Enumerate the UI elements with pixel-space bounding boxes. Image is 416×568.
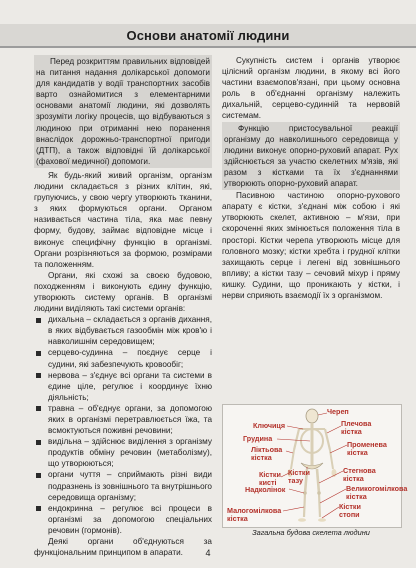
organism-paragraph: Сукупність систем і органів утворює цілісний організм людини, в якому всі його частини взаємопов'язані, при цьому основна роль в об'єднанні організму належить дихальній, серцево-судинній та нервовій системам. (222, 56, 400, 121)
label-nadkolinok: Надколінок (245, 485, 286, 494)
label-velykohomilkova: Великогомілкова кістка (346, 484, 408, 501)
label-cherep: Череп (327, 407, 349, 416)
label-stehnova: Стегнова кістка (343, 466, 376, 483)
list-item: видільна – здійснює виділення з організму продуктів обміну речовин (метаболізму), що утворюються; (34, 436, 212, 469)
function-paragraph: Функцію пристосувальної реакції організму до навколишнього середовища у людини виконує опорно-руховий апарат. Рух здійснюється за участю скелетних м'язів, які разом з кістками та їх з'єднаннями утворюють опорно-руховий апарат. (222, 122, 400, 191)
systems-list (34, 314, 212, 536)
label-liktova: Ліктьова кістка (251, 445, 283, 462)
label-malohomilkova: Малогомілкова кістка (227, 506, 282, 523)
label-kistky-tazu: Кістки тазу (288, 468, 310, 485)
label-hrudyna: Грудина (243, 434, 273, 443)
list-item: дихальна – складається з органів дихання, в яких відбувається газообмін між кров'ю і навколишнім середовищем; (34, 314, 212, 347)
list-item: нервова – з'єднує всі органи та системи в єдине ціле, регулює і координує їхню діяльність; (34, 370, 212, 403)
page-number: 4 (205, 548, 211, 558)
skeleton-paragraph: Пасивною частиною опорно-рухового апарату є кістки, з'єднані між собою і які утворюють скелет, активною – м'язи, при скороченні яких змінюється положення тіла в просторі. Кістки черепа утворюють місце для головного мозку; кістки хребта і грудної клітки захищають серце і легені від зовнішнього впливу; а кістки тазу – сечовий міхур і пряму кишку. Судини, що проникають у кістки, і нерви сприяють взаємодії їх з організмом. (222, 191, 400, 300)
list-item: органи чуття – сприймають різні види подразнень із зовнішнього та внутрішнього середовища організму; (34, 469, 212, 502)
label-kistky-stopy: Кістки стопи (339, 502, 361, 519)
figure-caption: Загальна будова скелета людини (252, 528, 370, 537)
apparatus-paragraph: Деякі органи об'єднуються за функціональним принципом в апарати. (34, 537, 212, 558)
list-item: травна – об'єднує органи, за допомогою яких в організмі перетравлюється їжа, та всмоктуються поживні речовини; (34, 403, 212, 436)
page-title: Основи анатомії людини (126, 28, 290, 43)
label-kliuchytsia: Ключиця (253, 421, 286, 430)
left-column (34, 55, 212, 558)
label-plechova: Плечова кістка (341, 419, 372, 436)
systems-paragraph: Органи, які схожі за своєю будовою, походженням і виконують єдину функцію, утворюють систему органів. В організмі людини виділяють такі системи органів: (34, 270, 212, 314)
label-promeneva: Променева кістка (347, 440, 387, 457)
list-item: серцево-судинна – поєднує серце і судини, які забезпечують кровообіг; (34, 347, 212, 369)
label-kystky-kysti: Кістки кисті (259, 470, 281, 487)
list-item: ендокринна – регулює всі процеси в організмі за допомогою спеціальних речовин (гормонів). (34, 503, 212, 536)
right-column (222, 55, 400, 301)
intro-paragraph: Перед розкриттям правильних відповідей на питання надання долікарської допомоги для кандидатів у водії транспортних засобів варто ознайомитися з елементарними основами анатомії людини, які дозволять зрозуміти логіку процесів, що відбуваються з людиною при отриманні нею поранення внаслідок дорожньо-транспортної пригоди (ДТП), а також відповідні їй долікарської (фахової медичної) допомоги. (34, 55, 212, 168)
skeleton-figure (222, 404, 408, 528)
cells-paragraph: Як будь-який живий організм, організм людини складається з різних клітин, які, групуючись, у свою чергу утворюють тканини, з яких формуються органи. Органом називається частина тіла, яка має певну форму, будову, займає відповідне місце і виконує специфічну функцію в організмі. Органи розрізняються за формою, розмірами та положенням. (34, 170, 212, 269)
